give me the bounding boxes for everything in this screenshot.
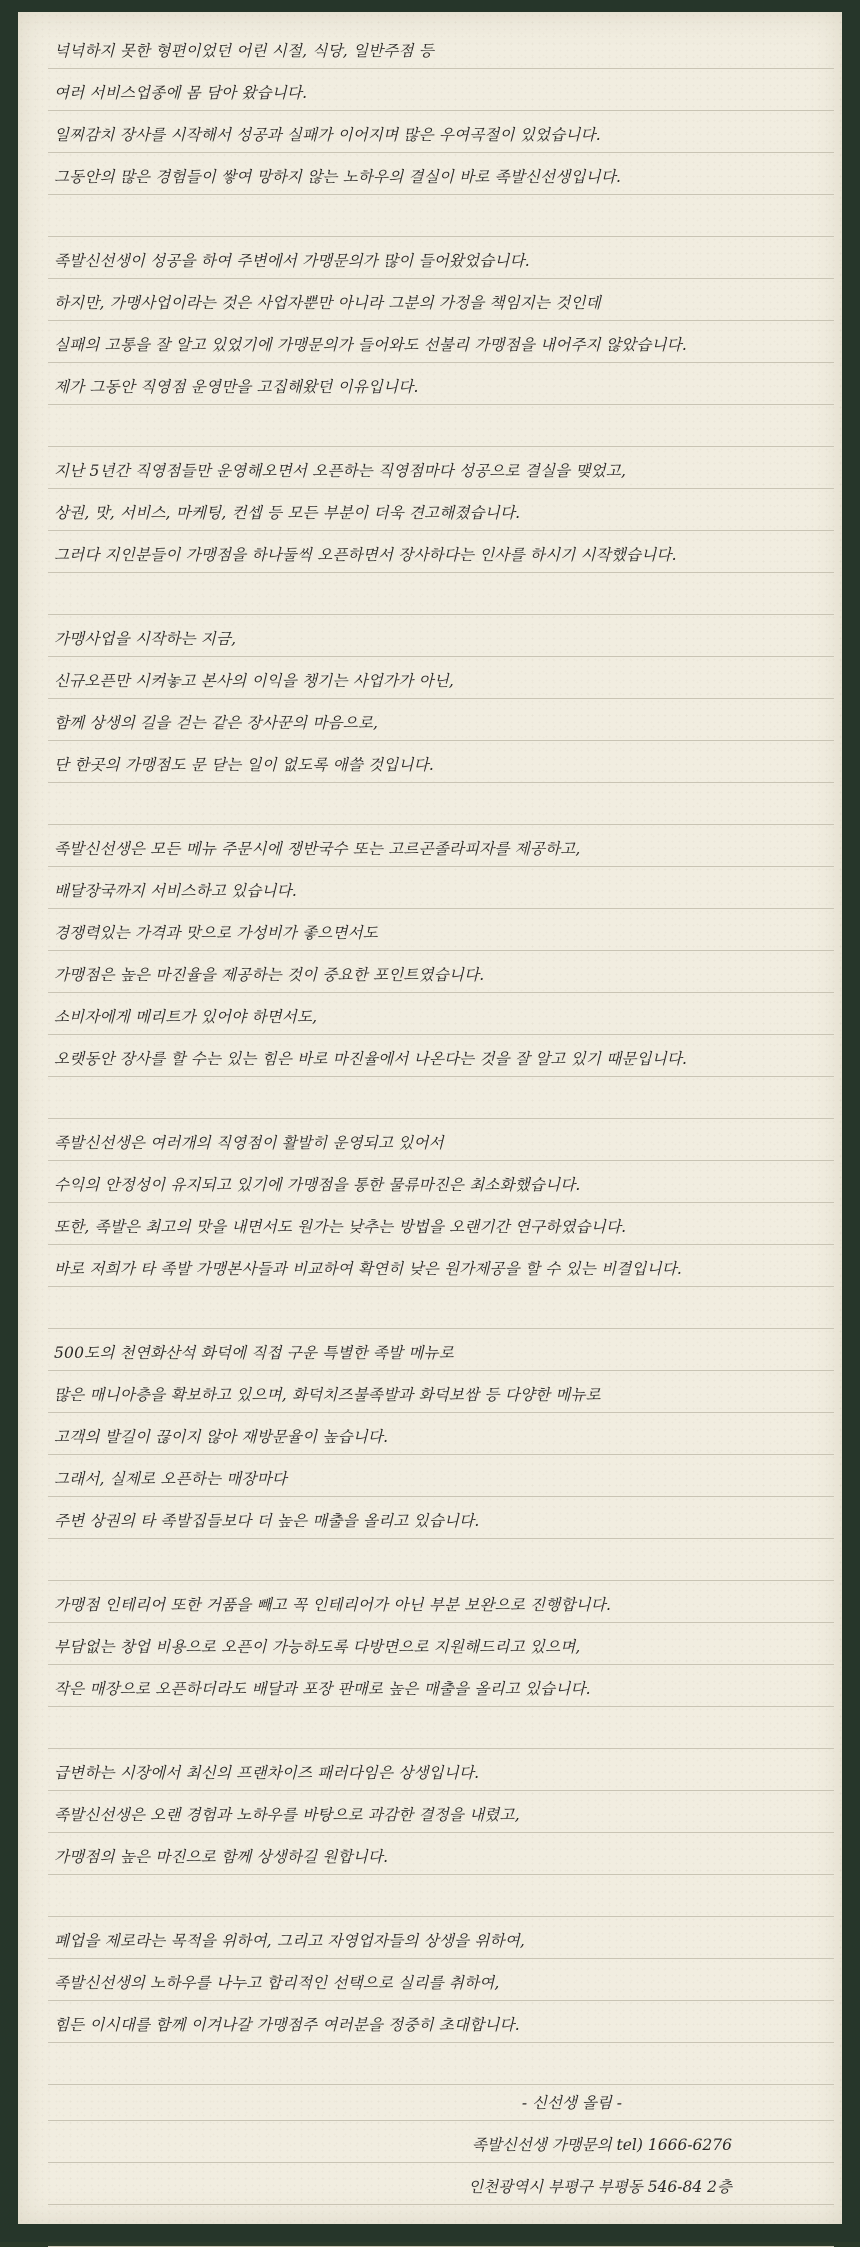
ruled-line <box>48 320 834 321</box>
ruled-line <box>48 1328 834 1329</box>
letter-line: 실패의 고통을 잘 알고 있었기에 가맹문의가 들어와도 선불리 가맹점을 내어주지 않았습니다. <box>54 336 687 354</box>
letter-line: 하지만, 가맹사업이라는 것은 사업자뿐만 아니라 그분의 가정을 책임지는 것인데 <box>54 294 601 312</box>
signature: - 신선생 올림 - <box>521 2094 622 2112</box>
ruled-line <box>48 110 834 111</box>
ruled-line <box>48 1286 834 1287</box>
letter-line: 신규오픈만 시켜놓고 본사의 이익을 챙기는 사업가가 아닌, <box>54 672 455 690</box>
letter-line: 족발신선생은 여러개의 직영점이 활발히 운영되고 있어서 <box>54 1134 444 1152</box>
letter-line: 족발신선생의 노하우를 나누고 합리적인 선택으로 실리를 취하여, <box>54 1974 500 1992</box>
ruled-line <box>48 1244 834 1245</box>
letter-line: 상권, 맛, 서비스, 마케팅, 컨셉 등 모든 부분이 더욱 견고해졌습니다. <box>54 504 521 522</box>
ruled-line <box>48 1706 834 1707</box>
ruled-line <box>48 1034 834 1035</box>
ruled-line <box>48 194 834 195</box>
ruled-line <box>48 152 834 153</box>
ruled-line <box>48 656 834 657</box>
company-address: 인천광역시 부평구 부평동 546-84 2층 <box>468 2178 732 2196</box>
ruled-line <box>48 950 834 951</box>
ruled-line <box>48 740 834 741</box>
ruled-line <box>48 2084 834 2085</box>
ruled-line <box>48 68 834 69</box>
letter-line: 부담없는 창업 비용으로 오픈이 가능하도록 다방면으로 지원해드리고 있으며, <box>54 1638 581 1656</box>
ruled-line <box>48 1412 834 1413</box>
letter-line: 힘든 이시대를 함께 이겨나갈 가맹점주 여러분을 정중히 초대합니다. <box>54 2016 520 2034</box>
ruled-line <box>48 614 834 615</box>
ruled-line <box>48 866 834 867</box>
letter-line: 족발신선생은 모든 메뉴 주문시에 쟁반국수 또는 고르곤졸라피자를 제공하고, <box>54 840 581 858</box>
letter-line: 고객의 발길이 끊이지 않아 재방문율이 높습니다. <box>54 1428 389 1446</box>
letter-line: 제가 그동안 직영점 운영만을 고집해왔던 이유입니다. <box>54 378 419 396</box>
letter-line: 가맹점은 높은 마진율을 제공하는 것이 중요한 포인트였습니다. <box>54 966 485 984</box>
ruled-line <box>48 1370 834 1371</box>
letter-line: 족발신선생이 성공을 하여 주변에서 가맹문의가 많이 들어왔었습니다. <box>54 252 530 270</box>
ruled-line <box>48 488 834 489</box>
ruled-line <box>48 2120 834 2121</box>
ruled-line <box>48 1832 834 1833</box>
lined-paper <box>18 12 842 2224</box>
ruled-line <box>48 278 834 279</box>
ruled-line <box>48 992 834 993</box>
letter-line: 그러다 지인분들이 가맹점을 하나둘씩 오픈하면서 장사하다는 인사를 하시기 시작했습니다. <box>54 546 677 564</box>
ruled-line <box>48 1874 834 1875</box>
letter-line: 수익의 안정성이 유지되고 있기에 가맹점을 통한 물류마진은 최소화했습니다. <box>54 1176 581 1194</box>
contact-phone: 족발신선생 가맹문의 tel) 1666-6276 <box>471 2136 732 2154</box>
ruled-line <box>48 1160 834 1161</box>
letter-line: 많은 매니아층을 확보하고 있으며, 화덕치즈불족발과 화덕보쌈 등 다양한 메뉴로 <box>54 1386 601 1404</box>
ruled-line <box>48 1622 834 1623</box>
ruled-line <box>48 1118 834 1119</box>
letter-line: 족발신선생은 오랜 경험과 노하우를 바탕으로 과감한 결정을 내렸고, <box>54 1806 520 1824</box>
ruled-line <box>48 530 834 531</box>
ruled-line <box>48 2204 834 2205</box>
letter-line: 폐업을 제로라는 목적을 위하여, 그리고 자영업자들의 상생을 위하여, <box>54 1932 525 1950</box>
ruled-line <box>48 2000 834 2001</box>
ruled-line <box>48 1454 834 1455</box>
letter-line: 그래서, 실제로 오픈하는 매장마다 <box>54 1470 287 1488</box>
ruled-line <box>48 2042 834 2043</box>
letter-line: 함께 상생의 길을 걷는 같은 장사꾼의 마음으로, <box>54 714 379 732</box>
ruled-line <box>48 782 834 783</box>
letter-line: 또한, 족발은 최고의 맛을 내면서도 원가는 낮추는 방법을 오랜기간 연구하였습니다. <box>54 1218 627 1236</box>
letter-line: 가맹점 인테리어 또한 거품을 빼고 꼭 인테리어가 아닌 부분 보완으로 진행합니다. <box>54 1596 612 1614</box>
letter-line: 오랫동안 장사를 할 수는 있는 힘은 바로 마진율에서 나온다는 것을 잘 알고 있기 때문입니다. <box>54 1050 688 1068</box>
letter-line: 경쟁력있는 가격과 맛으로 가성비가 좋으면서도 <box>54 924 378 942</box>
ruled-line <box>48 824 834 825</box>
ruled-line <box>48 1916 834 1917</box>
ruled-line <box>48 1958 834 1959</box>
letter-line: 바로 저희가 타 족발 가맹본사들과 비교하여 확연히 낮은 원가제공을 할 수 있는 비결입니다. <box>54 1260 683 1278</box>
ruled-line <box>48 908 834 909</box>
ruled-line <box>48 1580 834 1581</box>
letter-line: 여러 서비스업종에 몸 담아 왔습니다. <box>54 84 308 102</box>
letter-line: 지난 5년간 직영점들만 운영해오면서 오픈하는 직영점마다 성공으로 결실을 맺었고, <box>54 462 627 480</box>
letter-line: 가맹사업을 시작하는 지금, <box>54 630 237 648</box>
letter-line: 급변하는 시장에서 최신의 프랜차이즈 패러다임은 상생입니다. <box>54 1764 480 1782</box>
ruled-line <box>48 1790 834 1791</box>
ruled-line <box>48 2162 834 2163</box>
letter-line: 단 한곳의 가맹점도 문 닫는 일이 없도록 애쓸 것입니다. <box>54 756 434 774</box>
ruled-line <box>48 1496 834 1497</box>
letter-line: 그동안의 많은 경험들이 쌓여 망하지 않는 노하우의 결실이 바로 족발신선생입니다. <box>54 168 622 186</box>
ruled-line <box>48 446 834 447</box>
ruled-line <box>48 236 834 237</box>
ruled-line <box>48 698 834 699</box>
letter-line: 가맹점의 높은 마진으로 함께 상생하길 원합니다. <box>54 1848 389 1866</box>
ruled-line <box>48 572 834 573</box>
letter-line: 주변 상권의 타 족발집들보다 더 높은 매출을 올리고 있습니다. <box>54 1512 480 1530</box>
letter-line: 작은 매장으로 오픈하더라도 배달과 포장 판매로 높은 매출을 올리고 있습니다. <box>54 1680 591 1698</box>
ruled-line <box>48 1076 834 1077</box>
letter-line: 500도의 천연화산석 화덕에 직접 구운 특별한 족발 메뉴로 <box>54 1344 454 1362</box>
ruled-line <box>48 404 834 405</box>
letter-line: 넉넉하지 못한 형편이었던 어린 시절, 식당, 일반주점 등 <box>54 42 434 60</box>
ruled-line <box>48 1664 834 1665</box>
ruled-line <box>48 362 834 363</box>
letter-line: 일찌감치 장사를 시작해서 성공과 실패가 이어지며 많은 우여곡절이 있었습니다. <box>54 126 601 144</box>
ruled-line <box>48 1748 834 1749</box>
letter-line: 배달장국까지 서비스하고 있습니다. <box>54 882 297 900</box>
ruled-line <box>48 1538 834 1539</box>
letter-line: 소비자에게 메리트가 있어야 하면서도, <box>54 1008 318 1026</box>
ruled-line <box>48 1202 834 1203</box>
